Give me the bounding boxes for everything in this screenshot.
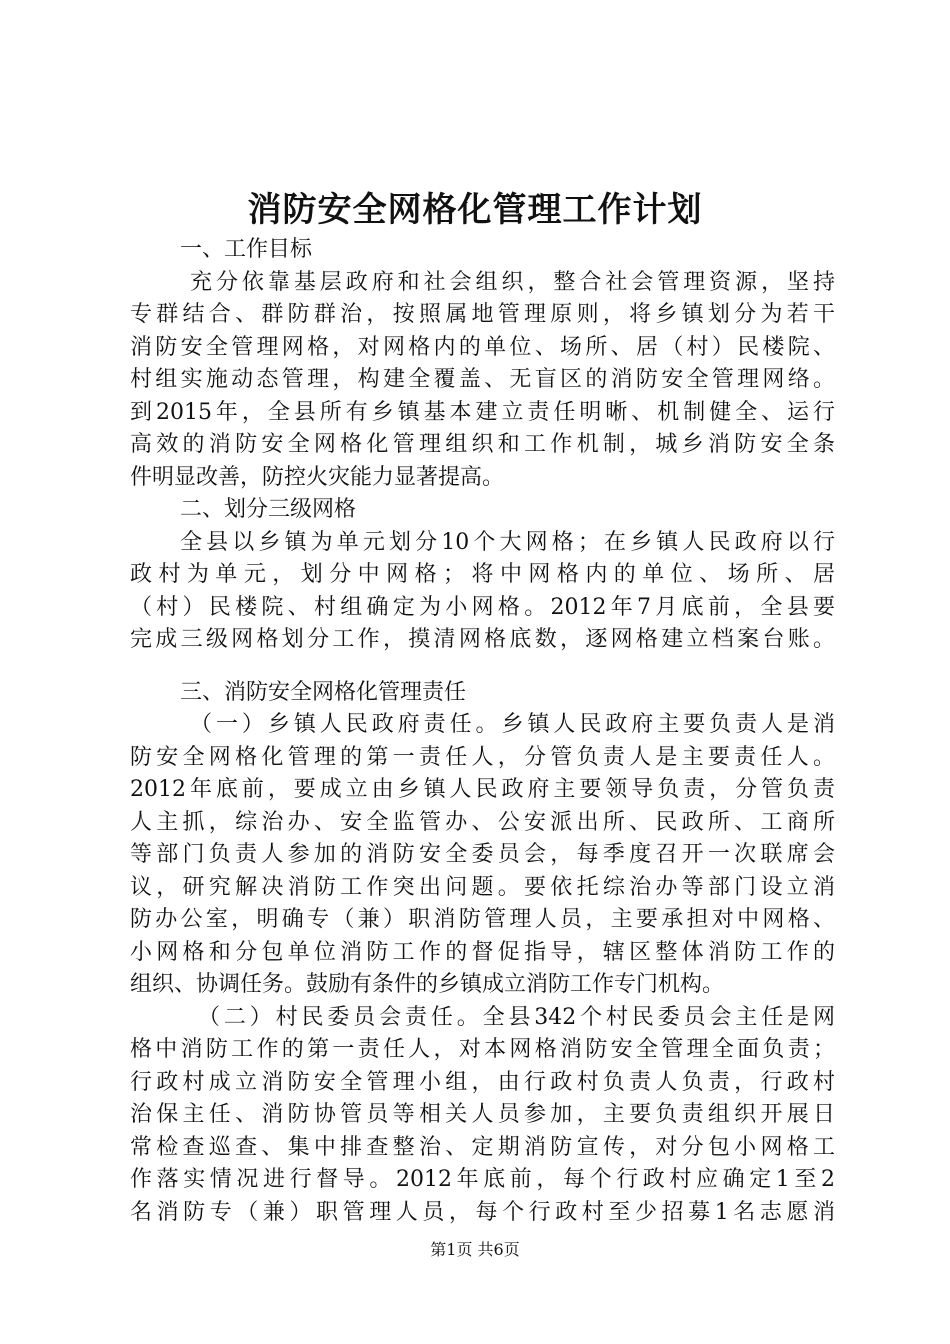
paragraph-line: 充分依靠基层政府和社会组织，整合社会管理资源，坚持: [190, 269, 835, 295]
paragraph-line: 小网格和分包单位消防工作的督促指导，辖区整体消防工作的: [130, 939, 835, 965]
paragraph-line: 防安全网格化管理的第一责任人，分管负责人是主要责任人。: [130, 744, 835, 770]
paragraph-line: 组织、协调任务。鼓励有条件的乡镇成立消防工作专门机构。: [130, 972, 725, 997]
paragraph-line: 2012年底前，要成立由乡镇人民政府主要领导负责，分管负责: [130, 777, 835, 802]
paragraph-line: 作落实情况进行督导。2012年底前，每个行政村应确定1至2: [130, 1167, 835, 1192]
paragraph-line: 常检查巡查、集中排查整治、定期消防宣传，对分包小网格工: [130, 1134, 835, 1160]
paragraph-line: 等部门负责人参加的消防安全委员会，每季度召开一次联席会: [130, 842, 835, 867]
paragraph-line: 件明显改善，防控火灾能力显著提高。: [130, 464, 505, 490]
paragraph-line: 议，研究解决消防工作突出问题。要依托综治办等部门设立消: [130, 874, 835, 900]
document-title: 消防安全网格化管理工作计划: [247, 190, 703, 230]
paragraph-line: 全县以乡镇为单元划分10个大网格；在乡镇人民政府以行: [180, 529, 835, 555]
paragraph-line: 政村为单元，划分中网格；将中网格内的单位、场所、居: [130, 562, 835, 587]
paragraph-line: （村）民楼院、村组确定为小网格。2012年7月底前，全县要: [130, 594, 835, 620]
page-footer: 第1页 共6页: [430, 1240, 520, 1259]
document-body: [130, 234, 835, 1229]
paragraph-line: （二）村民委员会责任。全县342个村民委员会主任是网: [198, 1004, 835, 1030]
paragraph-line: 行政村成立消防安全管理小组，由行政村负责人负责，行政村: [130, 1069, 835, 1095]
paragraph-line: （一）乡镇人民政府责任。乡镇人民政府主要负责人是消: [190, 712, 835, 737]
paragraph-line: 消防安全管理网格，对网格内的单位、场所、居（村）民楼院、: [130, 334, 835, 360]
paragraph-gap: [130, 657, 835, 677]
paragraph-line: 防办公室，明确专（兼）职消防管理人员，主要承担对中网格、: [130, 907, 835, 932]
paragraph-line: 村组实施动态管理，构建全覆盖、无盲区的消防安全管理网络。: [130, 367, 835, 392]
section-heading-goals: 一、工作目标: [180, 237, 313, 262]
paragraph-line: 格中消防工作的第一责任人，对本网格消防安全管理全面负责；: [130, 1037, 835, 1062]
paragraph-line: 名消防专（兼）职管理人员，每个行政村至少招募1名志愿消: [130, 1199, 835, 1225]
section-heading-responsibilities: 三、消防安全网格化管理责任: [180, 679, 467, 705]
paragraph-line: 专群结合、群防群治，按照属地管理原则，将乡镇划分为若干: [130, 302, 835, 327]
paragraph-line: 到2015年，全县所有乡镇基本建立责任明晰、机制健全、运行: [130, 399, 835, 425]
paragraph-line: 高效的消防安全网格化管理组织和工作机制，城乡消防安全条: [130, 432, 835, 457]
paragraph-line: 人主抓，综治办、安全监管办、公安派出所、民政所、工商所: [130, 809, 835, 835]
paragraph-line: 治保主任、消防协管员等相关人员参加，主要负责组织开展日: [130, 1102, 835, 1127]
paragraph-line: 完成三级网格划分工作，摸清网格底数，逐网格建立档案台账。: [130, 627, 835, 652]
section-heading-grids: 二、划分三级网格: [180, 497, 357, 522]
